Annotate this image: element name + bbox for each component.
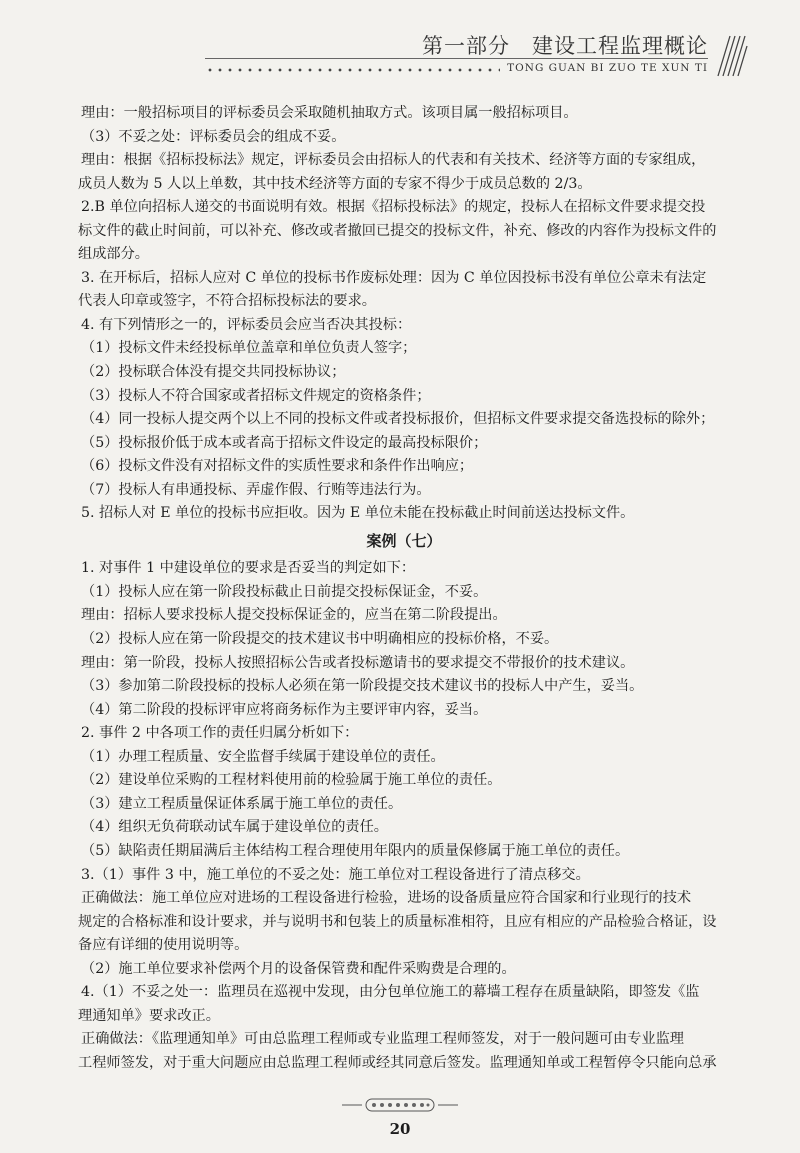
paragraph: 理由：一般招标项目的评标委员会采取随机抽取方式。该项目属一般招标项目。 bbox=[81, 105, 578, 121]
paragraph: 4. 有下列情形之一的，评标委员会应当否决其投标： bbox=[81, 316, 412, 333]
paragraph: 组成部分。 bbox=[78, 246, 149, 263]
paragraph: 4.（1）不妥之处一：监理员在巡视中发现，由分包单位施工的幕墙工程存在质量缺陷，即签发《监 bbox=[81, 984, 700, 1001]
paragraph: 3. 在开标后，招标人应对 C 单位的投标书作废标处理：因为 C 单位因投标书没有单位公章未有法定 bbox=[81, 269, 707, 286]
list-item: （4）组织无负荷联动试车属于建设单位的责任。 bbox=[81, 819, 388, 836]
list-item: （2）投标联合体没有提交共同投标协议； bbox=[81, 364, 346, 381]
header-subtitle: TONG GUAN BI ZUO TE XUN TI bbox=[507, 62, 708, 74]
page-body bbox=[78, 102, 730, 1075]
header-rule bbox=[205, 58, 708, 59]
list-item: （3）参加第二阶段投标的投标人必须在第一阶段提交技术建议书的投标人中产生，妥当。 bbox=[81, 678, 644, 695]
paragraph: 5. 招标人对 E 单位的投标书应拒收。因为 E 单位未能在投标截止时间前送达投标文件。 bbox=[81, 505, 635, 522]
paragraph: 正确做法：《监理通知单》可由总监理工程师或专业监理工程师签发，对于一般问题可由专业监理 bbox=[81, 1031, 684, 1048]
list-item: （3）建立工程质量保证体系属于施工单位的责任。 bbox=[81, 795, 403, 812]
list-item: （6）投标文件没有对招标文件的实质性要求和条件作出响应； bbox=[81, 458, 474, 475]
paragraph: 正确做法：施工单位应对进场的工程设备进行检验，进场的设备质量应符合国家和行业现行的技术 bbox=[81, 890, 692, 907]
list-item: （3）投标人不符合国家或者招标文件规定的资格条件； bbox=[81, 387, 431, 404]
paragraph: 理由：招标人要求投标人提交投标保证金的，应当在第二阶段提出。 bbox=[81, 607, 507, 624]
paragraph: 理通知单》要求改正。 bbox=[78, 1007, 220, 1024]
list-item: （1）办理工程质量、安全监督手续属于建设单位的责任。 bbox=[81, 748, 445, 765]
list-item: （5）缺陷责任期届满后主体结构工程合理使用年限内的质量保修属于施工单位的责任。 bbox=[81, 842, 630, 859]
page-header bbox=[0, 0, 800, 82]
paragraph: 标文件的截止时间前，可以补充、修改或者撤回已提交的投标文件，补充、修改的内容作为投标文件的 bbox=[78, 222, 717, 239]
paragraph: （3）不妥之处：评标委员会的组成不妥。 bbox=[81, 128, 346, 145]
header-dotted-rule bbox=[205, 67, 500, 73]
paragraph: 理由：第一阶段，投标人按照招标公告或者投标邀请书的要求提交不带报价的技术建议。 bbox=[81, 654, 635, 671]
list-item: （4）第二阶段的投标评审应将商务标作为主要评审内容，妥当。 bbox=[81, 701, 488, 718]
list-item: （5）投标报价低于成本或者高于招标文件设定的最高投标限价； bbox=[81, 434, 488, 451]
paragraph: 代表人印章或签字，不符合招标投标法的要求。 bbox=[78, 293, 376, 310]
list-item: （2）施工单位要求补偿两个月的设备保管费和配件采购费是合理的。 bbox=[81, 960, 516, 977]
paragraph: 1. 对事件 1 中建设单位的要求是否妥当的判定如下： bbox=[81, 560, 416, 577]
header-stripes-icon bbox=[712, 34, 748, 78]
footer-ornament-icon bbox=[340, 1096, 460, 1114]
list-item: （4）同一投标人提交两个以上不同的投标文件或者投标报价，但招标文件要求提交备选投标的除外； bbox=[81, 411, 715, 428]
paragraph: 备应有详细的使用说明等。 bbox=[78, 937, 249, 954]
case-heading: 案例（七） bbox=[366, 531, 442, 550]
header-title: 第一部分 建设工程监理概论 bbox=[422, 34, 708, 58]
list-item: （2）投标人应在第一阶段提交的技术建议书中明确相应的投标价格，不妥。 bbox=[81, 631, 559, 648]
list-item: （7）投标人有串通投标、弄虚作假、行贿等违法行为。 bbox=[81, 481, 431, 498]
paragraph: 3.（1）事件 3 中，施工单位的不妥之处：施工单位对工程设备进行了清点移交。 bbox=[81, 866, 590, 883]
list-item: （1）投标人应在第一阶段投标截止日前提交投标保证金，不妥。 bbox=[81, 583, 488, 600]
list-item: （1）投标文件未经投标单位盖章和单位负责人签字； bbox=[81, 340, 417, 357]
paragraph: 成员人数为 5 人以上单数，其中技术经济等方面的专家不得少于成员总数的 2/3。 bbox=[78, 175, 592, 192]
page-number: 20 bbox=[389, 1120, 411, 1138]
paragraph: 2.B 单位向招标人递交的书面说明有效。根据《招标投标法》的规定，投标人在招标文件要求提交投 bbox=[81, 199, 706, 216]
list-item: （2）建设单位采购的工程材料使用前的检验属于施工单位的责任。 bbox=[81, 772, 502, 789]
paragraph: 规定的合格标准和设计要求，并与说明书和包装上的质量标准相符，且应有相应的产品检验合格证，设 bbox=[78, 913, 717, 930]
paragraph: 工程师签发，对于重大问题应由总监理工程师或经其同意后签发。监理通知单或工程暂停令只能向总承 bbox=[78, 1054, 717, 1071]
paragraph: 理由：根据《招标投标法》规定，评标委员会由招标人的代表和有关技术、经济等方面的专家组成， bbox=[81, 152, 706, 169]
paragraph: 2. 事件 2 中各项工作的责任归属分析如下： bbox=[81, 725, 359, 742]
